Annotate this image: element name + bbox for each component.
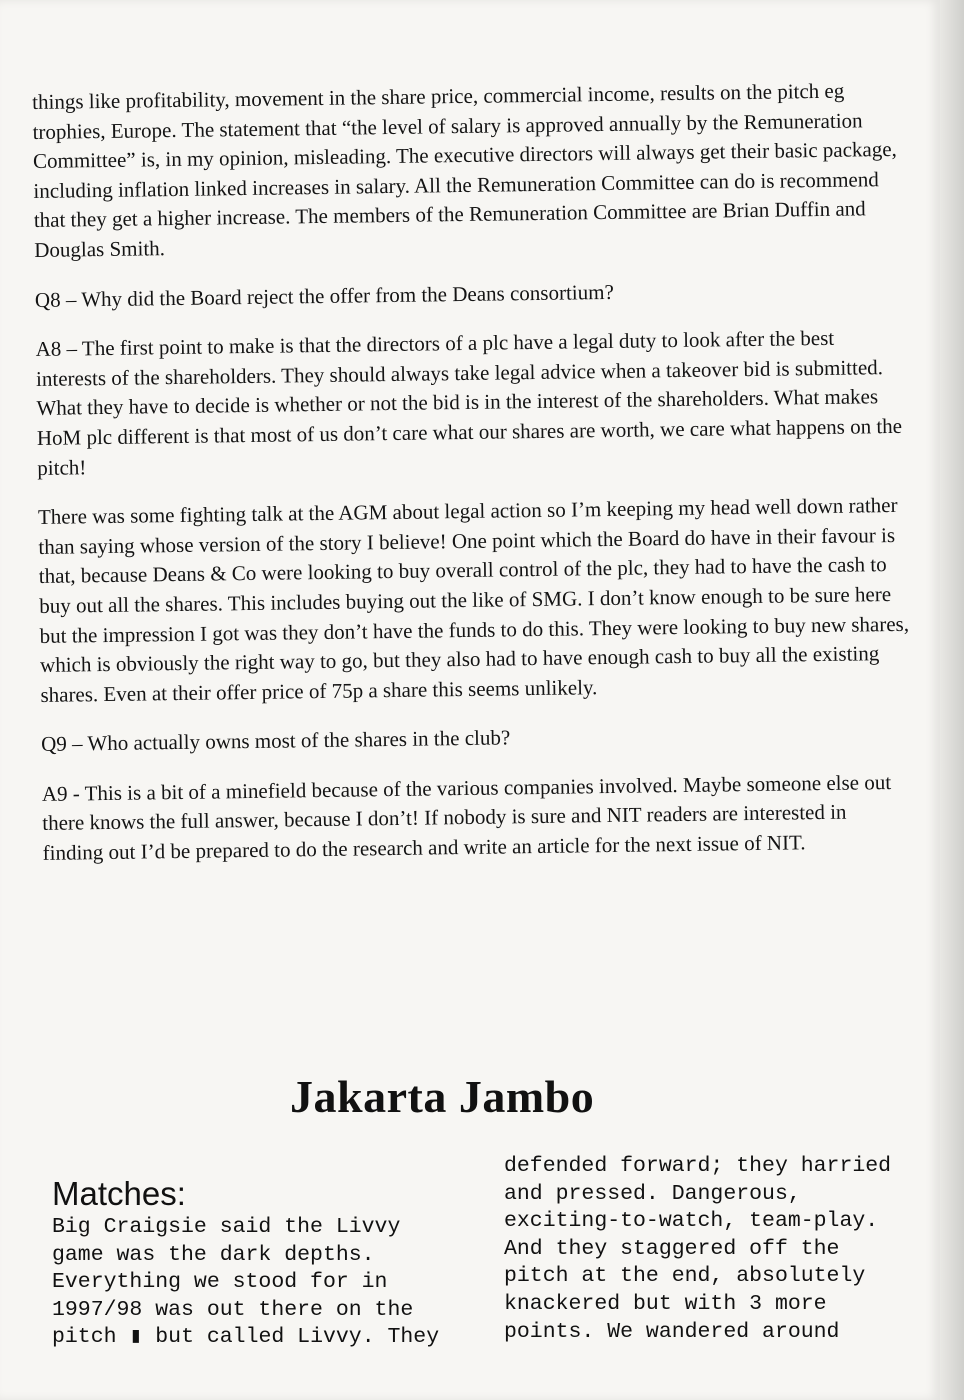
question-q9: Q9 – Who actually owns most of the shares in the club? bbox=[40, 725, 511, 757]
right-column-text: defended forward; they harried and pressed. Dangerous, exciting-to-watch, team-play. And they staggered off the pitch at the end, absolutely knackered but with 3 more points. We wandered around bbox=[504, 1154, 892, 1344]
page-spine bbox=[940, 0, 964, 1400]
paragraph-salary: things like profitability, movement in the share price, commercial income, results on the pitch eg trophies, Europe. The statement that “the level of salary is approved annually by the Remuneration Committee” is, in my opinion, misleading. The executive directors will always get their basic package, including inflation linked increases in salary. All the Remuneration Committee can do is recommend that they get a higher increase. The members of the Remuneration Committee are Brian Duffin and Douglas Smith. bbox=[32, 78, 897, 262]
right-column bbox=[504, 1153, 924, 1346]
left-column bbox=[52, 1176, 482, 1352]
answer-a9: A9 - This is a bit of a minefield because of the various companies involved. Maybe someone else out there knows the full answer, because I don’t! If nobody is sure and NIT readers are interested in finding out I’d be prepared to do the research and write an article for the next issue of NIT. bbox=[41, 769, 892, 865]
section-heading: Jakarta Jambo bbox=[290, 1071, 595, 1122]
answer-a8: A8 – The first point to make is that the directors of a plc have a legal duty to look after the best interests of the shareholders. They should always take legal advice when a takeover bid is submitted. What they have to decide is whether or not the bid is in the interest of the shareholders. What makes HoM plc different is that most of us don’t care what our shares are worth, we care what happens on the pitch! bbox=[35, 325, 903, 480]
question-q8: Q8 – Why did the Board reject the offer from the Deans consortium? bbox=[34, 279, 614, 312]
paragraph-agm: There was some fighting talk at the AGM about legal action so I’m keeping my head well down rather than saying whose version of the story I believe! One point which the Board do have in their favour is that, because Deans & Co were looking to buy overall control of the plc, they had to have the cash to buy out all the shares. This includes buying out the like of SMG. I don’t know enough to be sure here but the impression I got was they don’t have the funds to do this. They were looking to buy new shares, which is obviously the right way to go, but they also had to have enough cash to buy all the existing shares. Even at their offer price of 75p a share this seems unlikely. bbox=[37, 493, 910, 707]
matches-heading: Matches: bbox=[52, 1175, 186, 1212]
left-column-text: Big Craigsie said the Livvy game was the dark depths. Everything we stood for in 1997/98 was out there on the pitch ▮ but called Livvy. They bbox=[52, 1215, 440, 1350]
article-body bbox=[32, 76, 913, 889]
